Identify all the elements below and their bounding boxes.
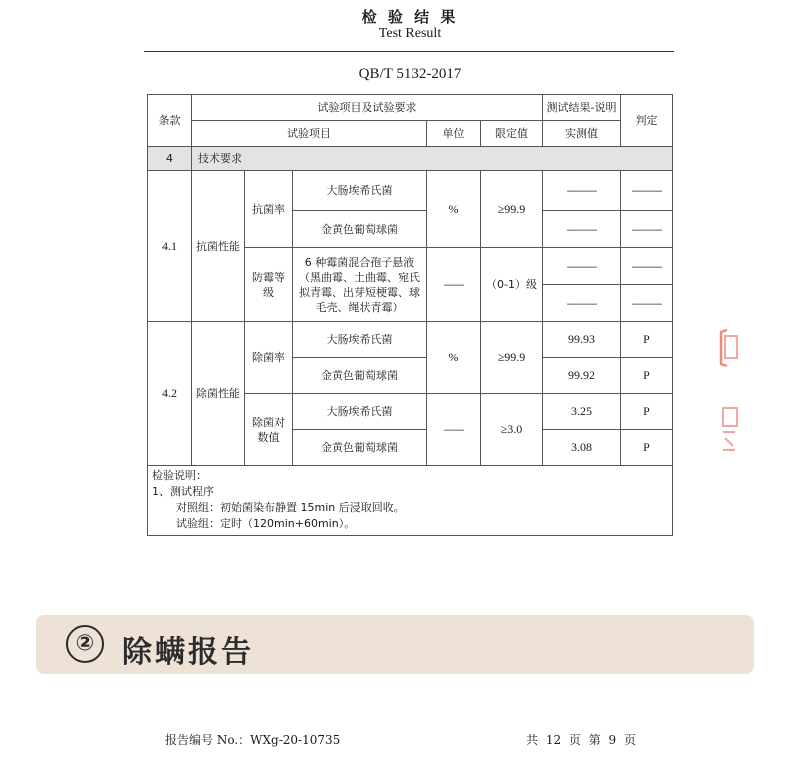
section-number: 4 [148, 147, 192, 171]
metric-removal-rate: 除菌率 [245, 322, 293, 394]
measured-cell: 99.92 [543, 358, 621, 394]
report-number: 报告编号 No.：WXg-20-10735 [165, 733, 341, 747]
header-measured: 实测值 [543, 121, 621, 147]
organism-cell: 金黄色葡萄球菌 [293, 430, 427, 466]
page-title-cn: 检 验 结 果 [361, 8, 459, 26]
header-limit: 限定值 [481, 121, 543, 147]
measured-cell: 3.08 [543, 430, 621, 466]
test-notes [148, 466, 673, 536]
limit-cell: （0-1）级 [481, 248, 543, 322]
organism-cell: 大肠埃希氏菌 [293, 322, 427, 358]
header-unit: 单位 [427, 121, 481, 147]
unit-cell: % [427, 322, 481, 394]
organism-cell: 大肠埃希氏菌 [293, 171, 427, 211]
verdict-cell: ——— [621, 248, 673, 285]
header-result-note: 测试结果-说明 [543, 95, 621, 121]
property-antibacterial: 抗菌性能 [192, 171, 245, 322]
organism-cell: 金黄色葡萄球菌 [293, 211, 427, 248]
seal-stamp [717, 320, 741, 470]
measured-cell: ——— [543, 248, 621, 285]
header-verdict: 判定 [621, 95, 673, 147]
page-counter: 共 12 页 第 9 页 [526, 733, 636, 747]
page-title-en: Test Result [378, 26, 442, 41]
verdict-cell: P [621, 358, 673, 394]
verdict-cell: P [621, 322, 673, 358]
header-clause: 条款 [148, 95, 192, 147]
section-number-circle: ② [66, 625, 104, 663]
clause-4-1: 4.1 [148, 171, 192, 322]
header-items-requirements: 试验项目及试验要求 [192, 95, 543, 121]
property-bacteria-removal: 除菌性能 [192, 322, 245, 466]
metric-log-reduction: 除菌对数值 [245, 394, 293, 466]
standard-code: QB/T 5132-2017 [358, 66, 462, 82]
verdict-cell: ——— [621, 171, 673, 211]
notes-line-1: 1、测试程序 [152, 485, 214, 498]
unit-cell: —— [427, 248, 481, 322]
clause-4-2: 4.2 [148, 322, 192, 466]
section-banner [36, 615, 754, 674]
metric-antibacterial-rate: 抗菌率 [245, 171, 293, 248]
notes-title: 检验说明： [152, 469, 207, 482]
notes-line-3: 试验组：定时（120min+60min）。 [176, 517, 356, 530]
metric-mould-grade: 防霉等级 [245, 248, 293, 322]
measured-cell: ——— [543, 171, 621, 211]
seal-stamp-graphic [717, 320, 741, 470]
verdict-cell: P [621, 430, 673, 466]
verdict-cell: ——— [621, 211, 673, 248]
header-test-item: 试验项目 [192, 121, 427, 147]
verdict-cell: ——— [621, 285, 673, 322]
organism-cell: 大肠埃希氏菌 [293, 394, 427, 430]
unit-cell: % [427, 171, 481, 248]
test-result-table [147, 94, 673, 536]
measured-cell: ——— [543, 285, 621, 322]
measured-cell: 99.93 [543, 322, 621, 358]
measured-cell: ——— [543, 211, 621, 248]
section-title: 技术要求 [192, 147, 673, 171]
limit-cell: ≥3.0 [481, 394, 543, 466]
limit-cell: ≥99.9 [481, 171, 543, 248]
section-banner-title: 除螨报告 [122, 635, 254, 670]
limit-cell: ≥99.9 [481, 322, 543, 394]
header-divider [144, 51, 674, 52]
notes-line-2: 对照组：初始菌染布静置 15min 后浸取回收。 [176, 501, 405, 514]
measured-cell: 3.25 [543, 394, 621, 430]
organism-cell: 金黄色葡萄球菌 [293, 358, 427, 394]
organism-mould-mix: 6 种霉菌混合孢子悬液（黑曲霉、土曲霉、宛氏拟青霉、出芽短梗霉、球毛壳、绳状青霉） [293, 248, 427, 322]
verdict-cell: P [621, 394, 673, 430]
unit-cell: —— [427, 394, 481, 466]
